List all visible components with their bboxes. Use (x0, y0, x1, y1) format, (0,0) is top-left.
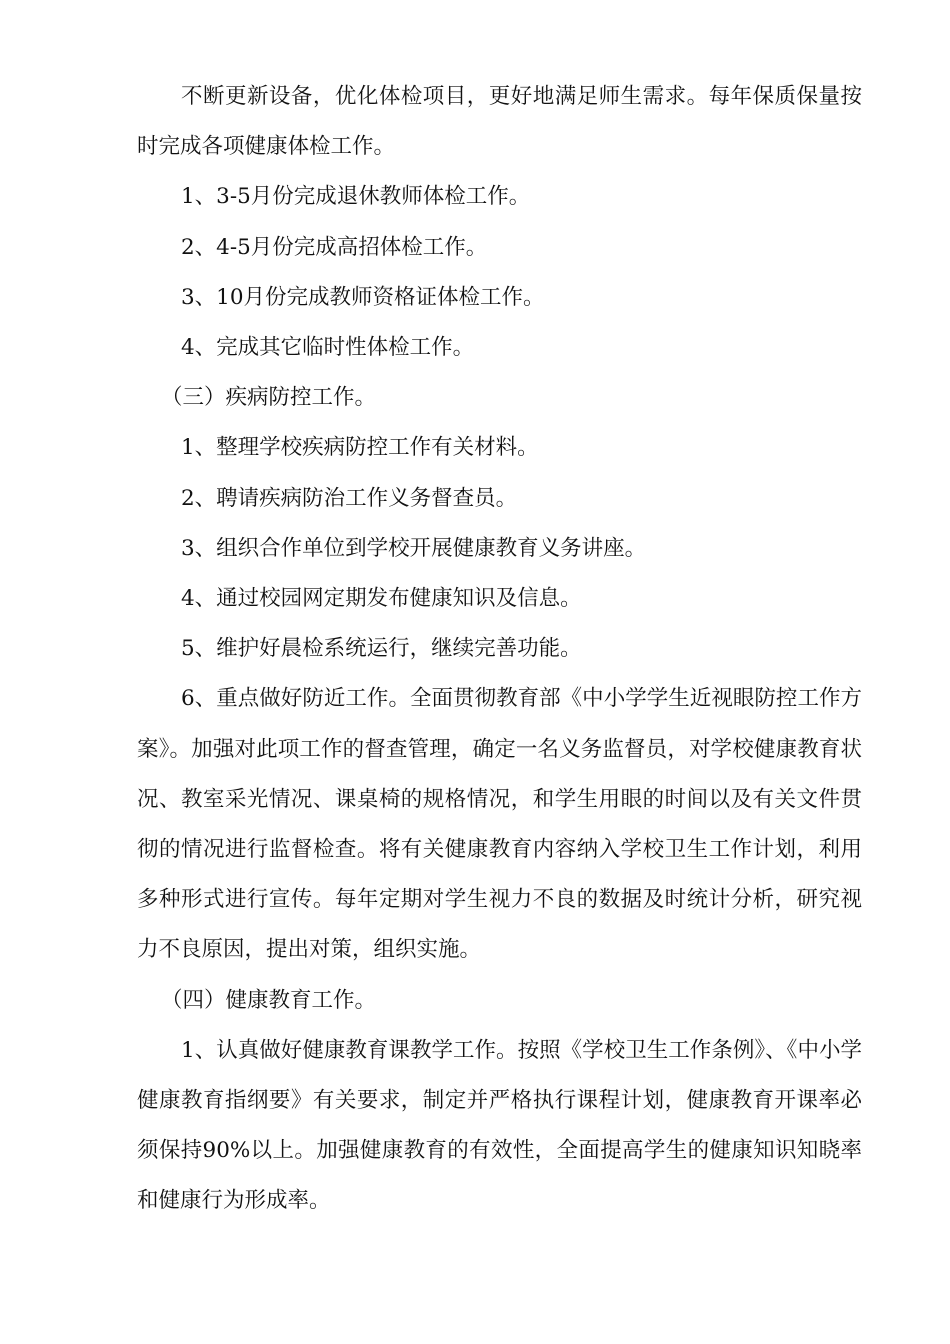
list-item-temporary-exam: 4、完成其它临时性体检工作。 (181, 335, 475, 361)
paragraph-equipment: 不断更新设备，优化体检项目，更好地满足师生需求。每年保质保量按时完成各项健康体检工作。 (137, 84, 862, 160)
list-item-myopia-prevention: 6、重点做好防近工作。全面贯彻教育部《中小学学生近视眼防控工作方案》。加强对此项工作的督查管理，确定一名义务监督员，对学校健康教育状况、教室采光情况、课桌椅的规格情况，和学生用眼的时间以及有关文件贯彻的情况进行监督检查。将有关健康教育内容纳入学校卫生工作计划，利用多种形式进行宣传。每年定期对学生视力不良的数据及时统计分析，研究视力不良原因，提出对策，组织实施。 (137, 686, 862, 963)
list-item-hire-inspectors: 2、聘请疾病防治工作义务督查员。 (181, 485, 518, 511)
list-item-health-education-courses: 1、认真做好健康教育课教学工作。按照《学校卫生工作条例》、《中小学健康教育指纲要》有关要求，制定并严格执行课程计划，健康教育开课率必须保持90%以上。加强健康教育的有效性，全面提高学生的健康知识知晓率和健康行为形成率。 (137, 1037, 862, 1214)
list-item-admission-exam: 2、4-5月份完成高招体检工作。 (181, 234, 488, 260)
list-item-organize-materials: 1、整理学校疾病防控工作有关材料。 (181, 435, 539, 461)
section-heading-health-education: （四）健康教育工作。 (161, 987, 377, 1013)
list-item-teacher-certificate-exam: 3、10月份完成教师资格证体检工作。 (181, 284, 545, 310)
list-item-retired-teacher-exam: 1、3-5月份完成退休教师体检工作。 (181, 184, 531, 210)
list-item-health-lectures: 3、组织合作单位到学校开展健康教育义务讲座。 (181, 535, 647, 561)
section-heading-disease-control: （三）疾病防控工作。 (161, 385, 377, 411)
list-item-morning-check-system: 5、维护好晨检系统运行，继续完善功能。 (181, 636, 582, 662)
document-body (137, 72, 862, 1227)
list-item-campus-network: 4、通过校园网定期发布健康知识及信息。 (181, 586, 582, 612)
